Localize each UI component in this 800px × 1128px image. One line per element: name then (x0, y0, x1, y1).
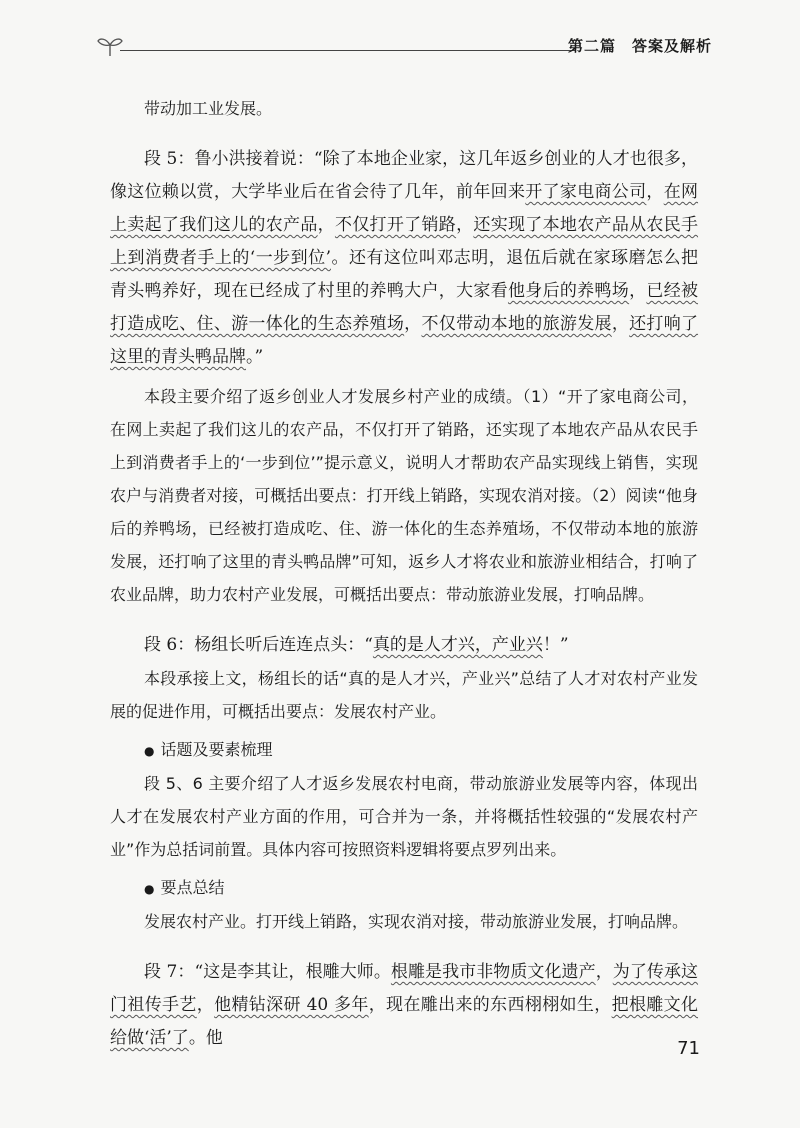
intro-line: 带动加工业发展。 (144, 99, 273, 118)
header-rule (120, 50, 576, 51)
header-title: 第二篇 答案及解析 (567, 37, 712, 55)
page-number: 71 (677, 1038, 700, 1059)
sprout-icon (96, 32, 124, 58)
analysis-5: 本段主要介绍了返乡创业人才发展乡村产业的成绩。（1）“开了家电商公司，在网上卖起了我们这儿的农产品，不仅打开了销路，还实现了本地农产品从农民手上到消费者手上的‘一步到位’”提示意义，说明人才帮助农产品实现线上销售，实现农户与消费者对接，可概括出要点：打开线上销路，实现农消对接。（2）阅读“他身后的养鸭场，已经被打造成吃、住、游一体化的生态养殖场，不仅带动本地的旅游发展，还打响了这里的青头鸭品牌”可知，返乡人才将农业和旅游业相结合，打响了农业品牌，助力农村产业发展，可概括出要点：带动旅游业发展，打响品牌。 (110, 387, 698, 604)
section-heading-summary: ● 要点总结 (110, 872, 698, 905)
section-text-summary: 发展农村产业。打开线上销路，实现农消对接，带动旅游业发展，打响品牌。 (144, 912, 689, 931)
paragraph-5: 段 5：鲁小洪接着说：“除了本地企业家，这几年返乡创业的人才也很多，像这位赖以赏，大学毕业后在省会待了几年，前年回来开了家电商公司，在网上卖起了我们这儿的农产品，不仅打开了销路，还实现了本地农产品从农民手上到消费者手上的‘一步到位’。还有这位叫邓志明，退伍后就在家琢磨怎么把青头鸭养好，现在已经成了村里的养鸭大户，大家看他身后的养鸭场，已经被打造成吃、住、游一体化的生态养殖场，不仅带动本地的旅游发展，还打响了这里的青头鸭品牌。” (110, 149, 699, 367)
section-heading-topics: ● 话题及要素梳理 (110, 734, 698, 767)
page-header (96, 30, 736, 60)
paragraph-7: 段 7：“这是李其让，根雕大师。根雕是我市非物质文化遗产，为了传承这门祖传手艺，他精钻深研 40 多年，现在雕出来的东西栩栩如生，把根雕文化给做‘活’了。他 (110, 962, 699, 1048)
page-content (110, 92, 698, 1055)
analysis-6: 本段承接上文，杨组长的话“真的是人才兴，产业兴”总结了人才对农村产业发展的促进作用，可概括出要点：发展农村产业。 (110, 669, 698, 721)
section-text-topics: 段 5、6 主要介绍了人才返乡发展农村电商，带动旅游业发展等内容，体现出人才在发展农村产业方面的作用，可合并为一条，并将概括性较强的“发展农村产业”作为总括词前置。具体内容可按照资料逻辑将要点罗列出来。 (110, 774, 698, 859)
paragraph-6: 段 6：杨组长听后连连点头：“真的是人才兴，产业兴！” (144, 635, 569, 655)
